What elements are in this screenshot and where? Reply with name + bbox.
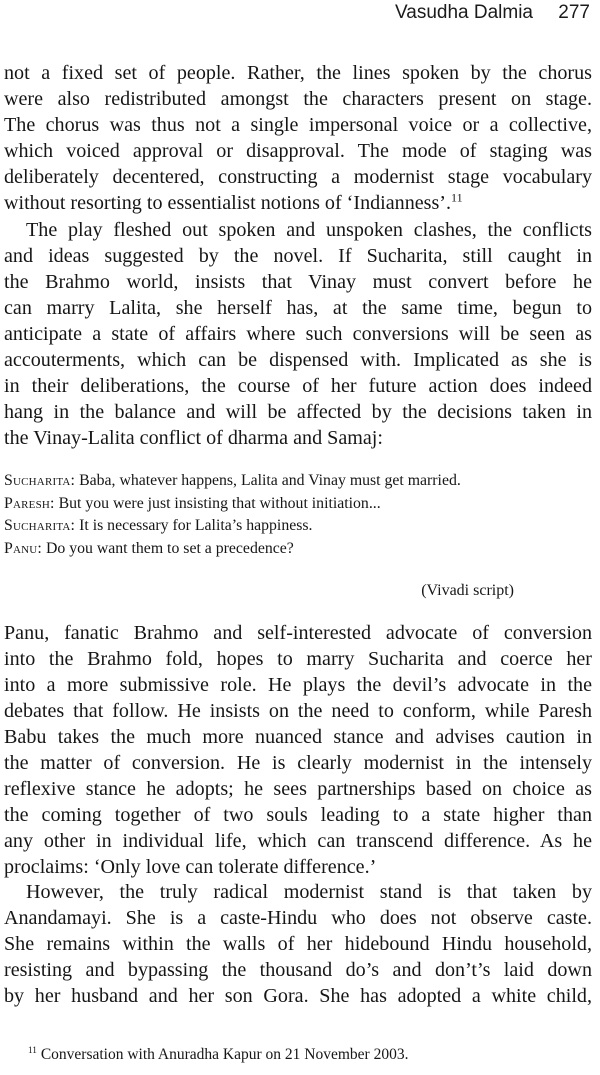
text-line: hang in the balance and will be affected by the decisions taken in xyxy=(4,401,592,423)
text-line: Panu, fanatic Brahmo and self-interested advocate of conversion xyxy=(4,622,592,644)
footnote-number: 11 xyxy=(28,1045,37,1056)
text-line: However, the truly radical modernist stand is that taken by xyxy=(26,881,592,903)
text-line: proclaims: ‘Only love can tolerate difference.’ xyxy=(4,856,377,878)
text-line: the Vinay-Lalita conflict of dharma and Samaj: xyxy=(4,427,383,449)
text-line: debates that follow. He insists on the need to conform, while Paresh xyxy=(4,700,592,722)
running-header xyxy=(395,2,590,24)
text-line: can marry Lalita, she herself has, at the same time, begun to xyxy=(4,297,592,319)
text-line: the Brahmo world, insists that Vinay must convert before he xyxy=(4,271,592,293)
text-line: She remains within the walls of her hidebound Hindu household, xyxy=(4,933,592,955)
text-line: anticipate a state of affairs where such conversions will be seen as xyxy=(4,323,592,345)
source-citation: (Vivadi script) xyxy=(421,582,514,599)
text-line: Babu takes the much more nuanced stance and advises caution in xyxy=(4,726,592,748)
text-line: deliberately decentered, constructing a modernist stage vocabulary xyxy=(4,166,592,188)
dialogue-block xyxy=(4,470,592,560)
speaker: Paresh: xyxy=(4,494,55,512)
paragraph-3 xyxy=(4,620,592,880)
footnote-ref: 11 xyxy=(451,190,463,205)
dialogue-line: Paresh: But you were just insisting that without initiation... xyxy=(4,494,381,512)
running-header-author: Vasudha Dalmia xyxy=(395,2,534,23)
text-line: Anandamayi. She is a caste-Hindu who does not observe caste. xyxy=(4,907,592,929)
speaker: Sucharita: xyxy=(4,517,76,534)
text-line: in their deliberations, the course of her future action does indeed xyxy=(4,375,592,397)
text-line: resisting and bypassing the thousand do’s and don’t’s laid down xyxy=(4,959,592,981)
text-line: by her husband and her son Gora. She has adopted a white child, xyxy=(4,985,592,1007)
text-line: The play fleshed out spoken and unspoken clashes, the conflicts xyxy=(26,219,592,241)
paragraph-2 xyxy=(4,217,592,451)
text-line: the matter of conversion. He is clearly modernist in the intensely xyxy=(4,752,592,774)
text-line: accouterments, which can be dispensed with. Implicated as she is xyxy=(4,349,592,371)
paragraph-1 xyxy=(4,60,592,216)
text-line: and ideas suggested by the novel. If Sucharita, still caught in xyxy=(4,245,592,267)
text-line: not a fixed set of people. Rather, the lines spoken by the chorus xyxy=(4,62,592,84)
text-line: which voiced approval or disapproval. The mode of staging was xyxy=(4,140,592,162)
speaker: Sucharita: xyxy=(4,472,76,489)
text-line: The chorus was thus not a single impersonal voice or a collective, xyxy=(4,114,592,136)
text-line: were also redistributed amongst the characters present on stage. xyxy=(4,88,592,110)
text-line: reflexive stance he adopts; he sees partnerships based on choice as xyxy=(4,778,592,800)
dialogue-line: Sucharita: It is necessary for Lalita’s happiness. xyxy=(4,517,313,534)
text-line: any other in individual life, which can transcend difference. As he xyxy=(4,830,592,852)
dialogue-line: Panu: Do you want them to set a precedence? xyxy=(4,539,294,557)
footnote-text: Conversation with Anuradha Kapur on 21 November 2003. xyxy=(40,1046,409,1063)
speaker: Panu: xyxy=(4,539,43,557)
text-line: the coming together of two souls leading to a state higher than xyxy=(4,804,592,826)
text-line: into a more submissive role. He plays the devil’s advocate in the xyxy=(4,674,592,696)
paragraph-4 xyxy=(4,879,592,1009)
text-line: into the Brahmo fold, hopes to marry Sucharita and coerce her xyxy=(4,648,592,670)
page-number: 277 xyxy=(558,2,590,23)
dialogue-line: Sucharita: Baba, whatever happens, Lalita and Vinay must get married. xyxy=(4,472,461,489)
text-line: without resorting to essentialist notions of ‘Indianness’.$^{11}$ xyxy=(4,190,463,214)
footnote xyxy=(28,1046,408,1064)
